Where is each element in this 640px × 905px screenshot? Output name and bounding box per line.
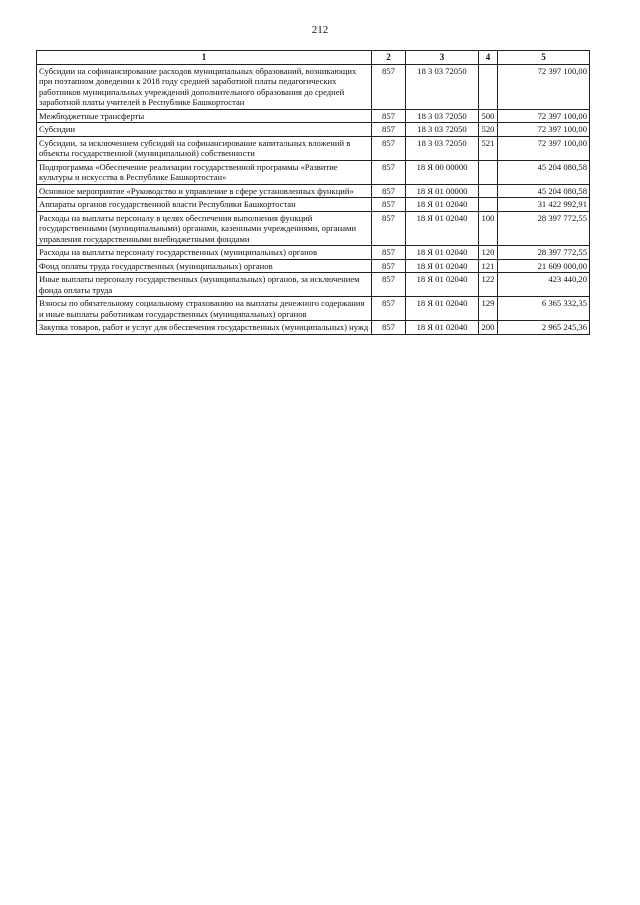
cell-amount: 2 965 245,36 — [498, 321, 590, 334]
header-row — [37, 51, 590, 65]
cell-target-code: 18 Я 00 00000 — [406, 160, 479, 184]
cell-expense-type — [479, 64, 498, 109]
cell-department: 857 — [372, 211, 406, 245]
cell-department: 857 — [372, 136, 406, 160]
cell-target-code: 18 3 03 72050 — [406, 64, 479, 109]
cell-amount: 45 204 080,58 — [498, 160, 590, 184]
cell-department: 857 — [372, 123, 406, 136]
cell-target-code: 18 3 03 72050 — [406, 136, 479, 160]
cell-expense-type — [479, 184, 498, 197]
table-row — [37, 211, 590, 245]
cell-department: 857 — [372, 259, 406, 272]
cell-name: Межбюджетные трансферты — [37, 109, 372, 122]
cell-expense-type: 500 — [479, 109, 498, 122]
cell-name: Подпрограмма «Обеспечение реализации государственной программы «Развитие культуры и искусства в Республике Башкортостан» — [37, 160, 372, 184]
budget-table — [36, 50, 590, 335]
cell-target-code: 18 Я 01 02040 — [406, 321, 479, 334]
cell-department: 857 — [372, 64, 406, 109]
table-row — [37, 246, 590, 259]
cell-expense-type: 520 — [479, 123, 498, 136]
cell-target-code: 18 Я 01 02040 — [406, 259, 479, 272]
cell-name: Субсидии на софинансирование расходов муниципальных образований, возникающих при поэтапном доведении к 2018 году средней заработной платы педагогических работников муниципальных учреждений дополнительного образования до средней заработной платы учителей в Республике Башкортостан — [37, 64, 372, 109]
cell-department: 857 — [372, 321, 406, 334]
cell-target-code: 18 Я 01 02040 — [406, 273, 479, 297]
table-row — [37, 259, 590, 272]
cell-name: Основное мероприятие «Руководство и управление в сфере установленных функций» — [37, 184, 372, 197]
cell-amount: 72 397 100,00 — [498, 123, 590, 136]
table-body — [37, 64, 590, 334]
cell-target-code: 18 Я 01 00000 — [406, 184, 479, 197]
table-row — [37, 123, 590, 136]
cell-amount: 72 397 100,00 — [498, 109, 590, 122]
cell-department: 857 — [372, 184, 406, 197]
column-header-expense-type: 4 — [479, 51, 498, 65]
column-header-name: 1 — [37, 51, 372, 65]
cell-target-code: 18 Я 01 02040 — [406, 297, 479, 321]
cell-amount: 28 397 772,55 — [498, 211, 590, 245]
cell-expense-type: 100 — [479, 211, 498, 245]
cell-name: Субсидии — [37, 123, 372, 136]
cell-amount: 21 609 000,00 — [498, 259, 590, 272]
cell-name: Фонд оплаты труда государственных (муниципальных) органов — [37, 259, 372, 272]
page-number: 212 — [311, 24, 329, 36]
cell-target-code: 18 Я 01 02040 — [406, 246, 479, 259]
table-row — [37, 64, 590, 109]
cell-target-code: 18 3 03 72050 — [406, 109, 479, 122]
cell-target-code: 18 Я 01 02040 — [406, 198, 479, 211]
table-row — [37, 273, 590, 297]
column-header-target-code: 3 — [406, 51, 479, 65]
table-row — [37, 136, 590, 160]
cell-expense-type: 200 — [479, 321, 498, 334]
column-header-department: 2 — [372, 51, 406, 65]
cell-amount: 31 422 992,91 — [498, 198, 590, 211]
cell-target-code: 18 3 03 72050 — [406, 123, 479, 136]
cell-name: Взносы по обязательному социальному страхованию на выплаты денежного содержания и иные выплаты работникам государственных (муниципальных) органов — [37, 297, 372, 321]
cell-amount: 28 397 772,55 — [498, 246, 590, 259]
cell-amount: 45 204 080,58 — [498, 184, 590, 197]
cell-expense-type: 129 — [479, 297, 498, 321]
table-row — [37, 184, 590, 197]
cell-department: 857 — [372, 109, 406, 122]
cell-expense-type — [479, 198, 498, 211]
cell-department: 857 — [372, 273, 406, 297]
table-row — [37, 297, 590, 321]
cell-amount: 423 440,20 — [498, 273, 590, 297]
table-row — [37, 160, 590, 184]
cell-expense-type — [479, 160, 498, 184]
cell-department: 857 — [372, 297, 406, 321]
column-header-amount: 5 — [498, 51, 590, 65]
cell-amount: 6 365 332,35 — [498, 297, 590, 321]
cell-name: Аппараты органов государственной власти Республики Башкортостан — [37, 198, 372, 211]
cell-expense-type: 521 — [479, 136, 498, 160]
cell-name: Закупка товаров, работ и услуг для обеспечения государственных (муниципальных) нужд — [37, 321, 372, 334]
table-row — [37, 198, 590, 211]
cell-name: Расходы на выплаты персоналу государственных (муниципальных) органов — [37, 246, 372, 259]
cell-amount: 72 397 100,00 — [498, 136, 590, 160]
table-row — [37, 109, 590, 122]
cell-name: Субсидии, за исключением субсидий на софинансирование капитальных вложений в объекты государственной (муниципальной) собственности — [37, 136, 372, 160]
cell-name: Иные выплаты персоналу государственных (муниципальных) органов, за исключением фонда оплаты труда — [37, 273, 372, 297]
table-row — [37, 321, 590, 334]
cell-target-code: 18 Я 01 02040 — [406, 211, 479, 245]
cell-department: 857 — [372, 198, 406, 211]
cell-department: 857 — [372, 246, 406, 259]
cell-expense-type: 121 — [479, 259, 498, 272]
cell-expense-type: 122 — [479, 273, 498, 297]
cell-department: 857 — [372, 160, 406, 184]
cell-name: Расходы на выплаты персоналу в целях обеспечения выполнения функций государственными (муниципальными) органами, казенными учреждениями, органами управления государственными внебюджетными фондами — [37, 211, 372, 245]
cell-expense-type: 120 — [479, 246, 498, 259]
cell-amount: 72 397 100,00 — [498, 64, 590, 109]
